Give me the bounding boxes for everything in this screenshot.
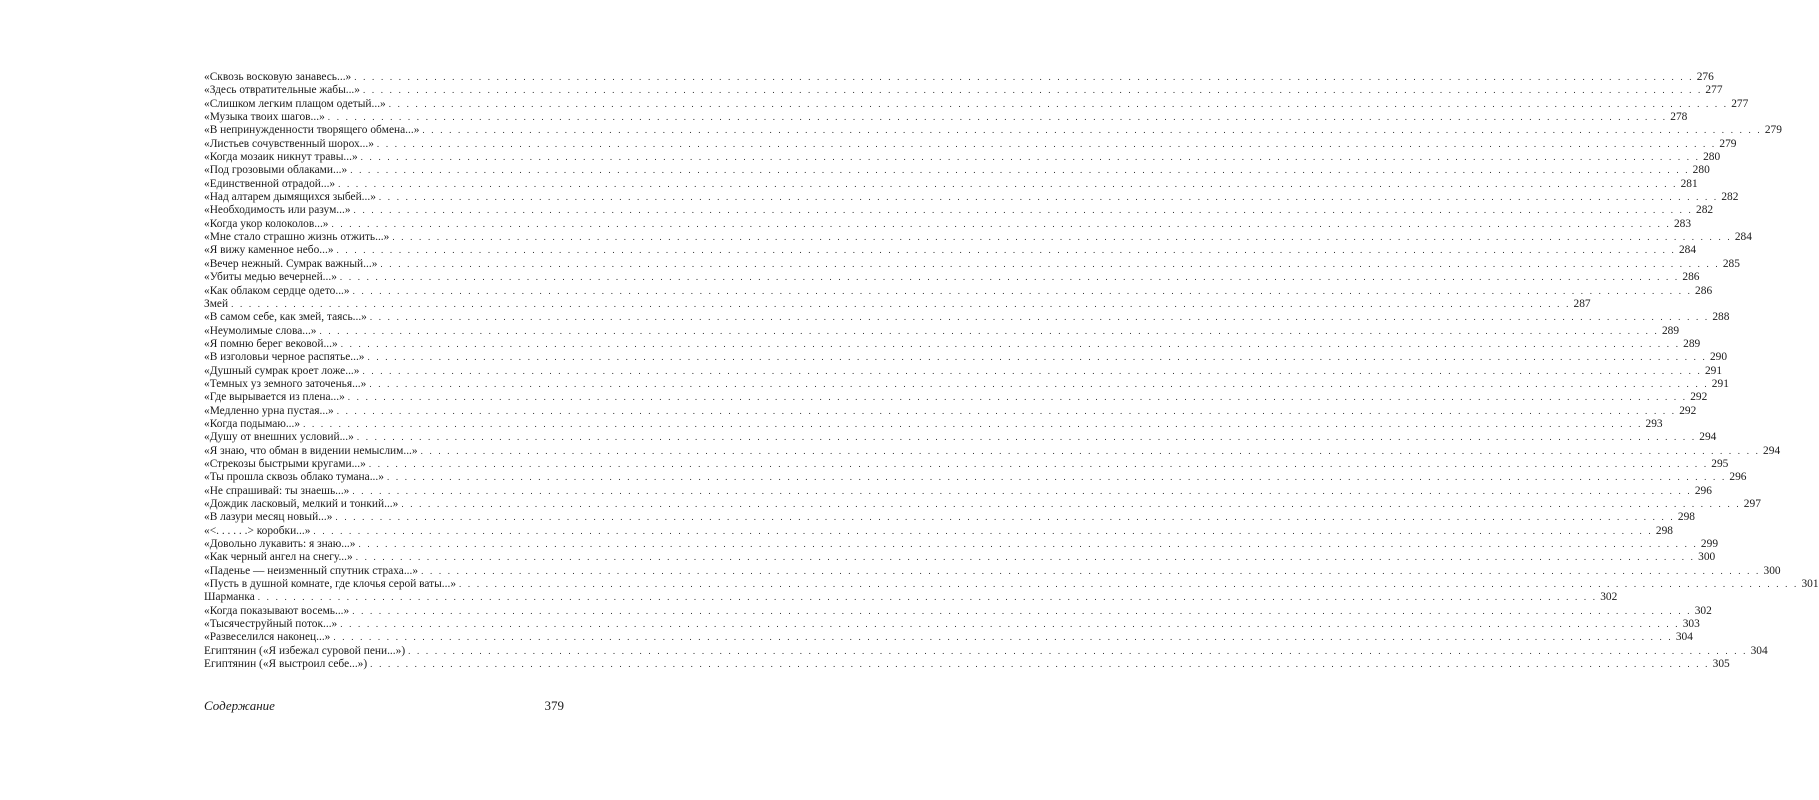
toc-entry (204, 111, 1688, 124)
dot-leader (354, 71, 1693, 84)
dot-leader (370, 311, 1709, 324)
dot-leader (340, 271, 1679, 284)
dot-leader (356, 551, 1695, 564)
toc-entry-page: 295 (1711, 457, 1729, 470)
toc-entry-title: «Когда показывают восемь...» (204, 604, 350, 617)
toc-entry (204, 551, 1716, 564)
toc-entry (204, 431, 1717, 444)
toc-entry-page: 294 (1699, 431, 1717, 444)
toc-entry-page: 294 (1763, 444, 1781, 457)
dot-leader (368, 351, 1707, 364)
toc-entry-title: «В лазури месяц новый...» (204, 511, 333, 524)
dot-leader (389, 98, 1728, 111)
dot-leader (338, 178, 1677, 191)
toc-entry-title: «Я помню берег вековой...» (204, 337, 338, 350)
toc-entry (204, 244, 1697, 257)
toc-entry-page: 282 (1721, 191, 1739, 204)
toc-entry (204, 578, 1819, 591)
toc-entry-page: 302 (1694, 604, 1712, 617)
toc-entry-title: «Неумолимые слова...» (204, 324, 317, 337)
toc-entry-title: «Душный сумрак кроет ложе...» (204, 364, 360, 377)
toc-entry-page: 278 (1670, 111, 1688, 124)
toc-entry-title: «Когда укор колоколов...» (204, 217, 329, 230)
dot-leader (335, 511, 1674, 524)
toc-entry-page: 277 (1731, 97, 1749, 110)
toc-entry-title: «Сквозь восковую занавесь...» (204, 71, 352, 83)
toc-entry-title: «Довольно лукавить: я знаю...» (204, 538, 356, 551)
dot-leader (337, 405, 1676, 418)
toc-entry-title: «Темных уз земного заточенья...» (204, 377, 367, 390)
dot-leader (380, 258, 1719, 271)
toc-entry-page: 302 (1600, 591, 1618, 604)
toc-entry-title: «Под грозовыми облаками...» (204, 164, 348, 177)
toc-entry (204, 204, 1714, 217)
toc-entry (204, 284, 1713, 298)
toc-entry-page: 303 (1682, 618, 1700, 631)
toc-entry-title: «Как черный ангел на снегу...» (204, 551, 353, 564)
toc-entry-title: «Дождик ласковый, мелкий и тонкий...» (204, 498, 399, 510)
page-number: 379 (544, 698, 564, 713)
toc-entry-title: «Медленно урна пустая...» (204, 404, 334, 417)
toc-entry-title: «Развеселился наконец...» (204, 631, 331, 644)
toc-entry (204, 337, 1701, 351)
toc-entry-title: «Душу от внешних условий...» (204, 431, 354, 444)
dot-leader (369, 458, 1708, 471)
toc-entry (204, 524, 1673, 538)
toc-entry (204, 604, 1712, 618)
dot-leader (320, 325, 1659, 338)
toc-entry (204, 417, 1663, 431)
toc-entry (204, 71, 1714, 84)
dot-leader (341, 338, 1680, 351)
toc-entry-page: 283 (1673, 217, 1692, 230)
toc-entry-page: 286 (1682, 271, 1700, 284)
toc-entry-title: «<. . . . . .> коробки...» (204, 524, 311, 537)
dot-leader (421, 445, 1760, 458)
toc-entry-title: Египтянин («Я выстроил себе...») (204, 658, 368, 671)
dot-leader (387, 471, 1726, 484)
toc-entry-page: 279 (1764, 124, 1782, 137)
toc-entry-title: «Музыка твоих шагов...» (204, 111, 325, 124)
toc-entry-title: «Я вижу каменное небо...» (204, 244, 334, 257)
toc-entry (204, 151, 1721, 164)
toc-entry (204, 351, 1728, 364)
toc-entry (204, 124, 1782, 137)
running-head: Содержание (204, 698, 275, 713)
toc-entry-page: 298 (1655, 524, 1673, 537)
toc-entry-page: 285 (1722, 257, 1740, 270)
dot-leader (459, 578, 1798, 591)
toc-entry (204, 297, 1591, 311)
dot-leader (377, 138, 1716, 151)
toc-entry-title: «Когда мозаик никнут травы...» (204, 151, 358, 164)
dot-leader (362, 365, 1701, 378)
toc-entry (204, 217, 1692, 231)
toc-entry-page: 298 (1677, 511, 1695, 524)
dot-leader (258, 591, 1597, 604)
toc-entry-page: 290 (1709, 351, 1728, 364)
toc-entry (204, 631, 1693, 644)
toc-entry-title: «Здесь отвратительные жабы...» (204, 84, 360, 97)
toc-entry-title: «Убиты медью вечерней...» (204, 271, 337, 284)
toc-entry-title: «Вечер нежный. Сумрак важный...» (204, 257, 378, 270)
table-of-contents (204, 71, 1819, 671)
toc-entry-title: «Необходимость или разум...» (204, 204, 351, 217)
toc-entry-title: «Слишком легким плащом одетый...» (204, 97, 386, 110)
toc-entry (204, 364, 1723, 378)
dot-leader (401, 498, 1740, 511)
toc-entry-page: 280 (1692, 164, 1710, 177)
dot-leader (340, 618, 1679, 631)
toc-entry (204, 391, 1708, 404)
dot-leader (408, 645, 1747, 658)
toc-entry-page: 300 (1698, 551, 1716, 564)
toc-entry-page: 297 (1743, 498, 1761, 510)
toc-entry-page: 291 (1711, 377, 1729, 390)
toc-entry-title: «Над алтарем дымящихся зыбей...» (204, 191, 376, 204)
toc-entry-page: 287 (1573, 297, 1591, 310)
toc-entry-page: 304 (1750, 644, 1768, 657)
toc-entry-page: 304 (1675, 631, 1693, 644)
dot-leader (350, 164, 1689, 177)
toc-entry-page: 277 (1705, 84, 1723, 97)
dot-leader (379, 191, 1718, 204)
toc-entry-page: 276 (1696, 71, 1714, 83)
toc-entry-title: «Где вырывается из плена...» (204, 391, 345, 404)
toc-entry-title: «Единственной отрадой...» (204, 177, 336, 190)
dot-leader (313, 525, 1652, 538)
toc-entry-page: 284 (1734, 231, 1752, 244)
toc-entry (204, 97, 1749, 111)
dot-leader (370, 658, 1709, 671)
toc-entry-title: «Когда подымаю...» (204, 417, 301, 430)
toc-entry-title: «Я знаю, что обман в видении немыслим...» (204, 444, 418, 457)
toc-entry-title: Шарманка (204, 591, 255, 604)
toc-entry (204, 84, 1723, 97)
toc-entry-page: 288 (1712, 311, 1730, 324)
toc-entry (204, 404, 1697, 418)
page-footer (204, 697, 566, 715)
dot-leader (337, 244, 1676, 257)
toc-entry-title: «В самом себе, как змей, таясь...» (204, 311, 367, 324)
toc-entry (204, 471, 1747, 484)
toc-entry (204, 498, 1761, 511)
toc-entry-page: 280 (1703, 151, 1721, 164)
dot-leader (422, 124, 1761, 137)
toc-entry (204, 538, 1719, 551)
toc-entry-title: «Ты прошла сквозь облако тумана...» (204, 471, 384, 484)
toc-entry-title: «Не спрашивай: ты знаешь...» (204, 484, 350, 497)
toc-entry-title: Змей (204, 297, 229, 310)
toc-entry (204, 444, 1781, 458)
toc-entry (204, 484, 1712, 498)
toc-entry-page: 282 (1696, 204, 1714, 217)
toc-entry-title: «Тысячеструйный поток...» (204, 618, 338, 631)
toc-entry-title: «В изголовьи черное распятье...» (204, 351, 365, 364)
dot-leader (328, 111, 1667, 124)
toc-entry-page: 279 (1719, 137, 1737, 150)
toc-entry-title: «Как облаком сердце одето...» (204, 284, 350, 297)
toc-entry-page: 296 (1729, 471, 1747, 484)
toc-entry (204, 511, 1695, 524)
toc-entry (204, 271, 1700, 284)
dot-leader (333, 631, 1672, 644)
dot-leader (361, 151, 1700, 164)
toc-entry-page: 300 (1763, 564, 1781, 577)
toc-entry-page: 289 (1661, 324, 1680, 337)
toc-entry (204, 191, 1739, 204)
toc-entry-page: 292 (1690, 391, 1708, 404)
dot-leader (363, 84, 1702, 97)
toc-entry-page: 284 (1678, 244, 1697, 257)
toc-entry-page: 299 (1700, 538, 1719, 551)
toc-entry (204, 137, 1737, 151)
dot-leader (421, 565, 1760, 578)
toc-entry-page: 281 (1680, 177, 1698, 190)
toc-entry-page: 292 (1679, 404, 1697, 417)
dot-leader (303, 418, 1642, 431)
toc-entry-page: 301 (1801, 578, 1819, 591)
toc-entry-page: 296 (1694, 484, 1712, 497)
toc-entry-page: 291 (1704, 364, 1723, 377)
toc-entry-page: 293 (1645, 417, 1663, 430)
dot-leader (352, 605, 1691, 618)
dot-leader (354, 204, 1693, 217)
toc-entry (204, 644, 1768, 658)
toc-entry (204, 257, 1740, 271)
toc-entry (204, 658, 1730, 671)
dot-leader (357, 431, 1696, 444)
toc-entry-title: Египтянин («Я избежал суровой пени...») (204, 644, 406, 657)
toc-entry (204, 311, 1730, 324)
toc-entry-title: «Мне стало страшно жизнь отжить...» (204, 231, 390, 244)
toc-entry (204, 324, 1680, 338)
toc-entry (204, 231, 1752, 244)
toc-entry-page: 305 (1712, 658, 1730, 671)
toc-entry (204, 618, 1700, 631)
toc-entry-title: «Листьев сочувственный шорох...» (204, 137, 374, 150)
dot-leader (348, 391, 1687, 404)
toc-entry-page: 286 (1695, 284, 1713, 297)
toc-entry-title: «В непринужденности творящего обмена...» (204, 124, 420, 137)
dot-leader (392, 231, 1731, 244)
dot-leader (369, 378, 1708, 391)
toc-entry-title: «Стрекозы быстрыми кругами...» (204, 457, 366, 470)
toc-entry-title: «Пусть в душной комнате, где клочья серой ваты...» (204, 578, 457, 591)
toc-entry-title: «Паденье — неизменный спутник страха...» (204, 564, 419, 577)
toc-entry (204, 377, 1729, 391)
dot-leader (332, 218, 1671, 231)
toc-entry (204, 591, 1618, 604)
dot-leader (352, 485, 1691, 498)
toc-entry (204, 177, 1698, 191)
toc-entry (204, 564, 1781, 578)
toc-entry (204, 164, 1710, 177)
toc-entry (204, 457, 1729, 471)
dot-leader (231, 298, 1570, 311)
dot-leader (358, 538, 1697, 551)
toc-entry-page: 289 (1683, 337, 1701, 350)
dot-leader (353, 285, 1692, 298)
